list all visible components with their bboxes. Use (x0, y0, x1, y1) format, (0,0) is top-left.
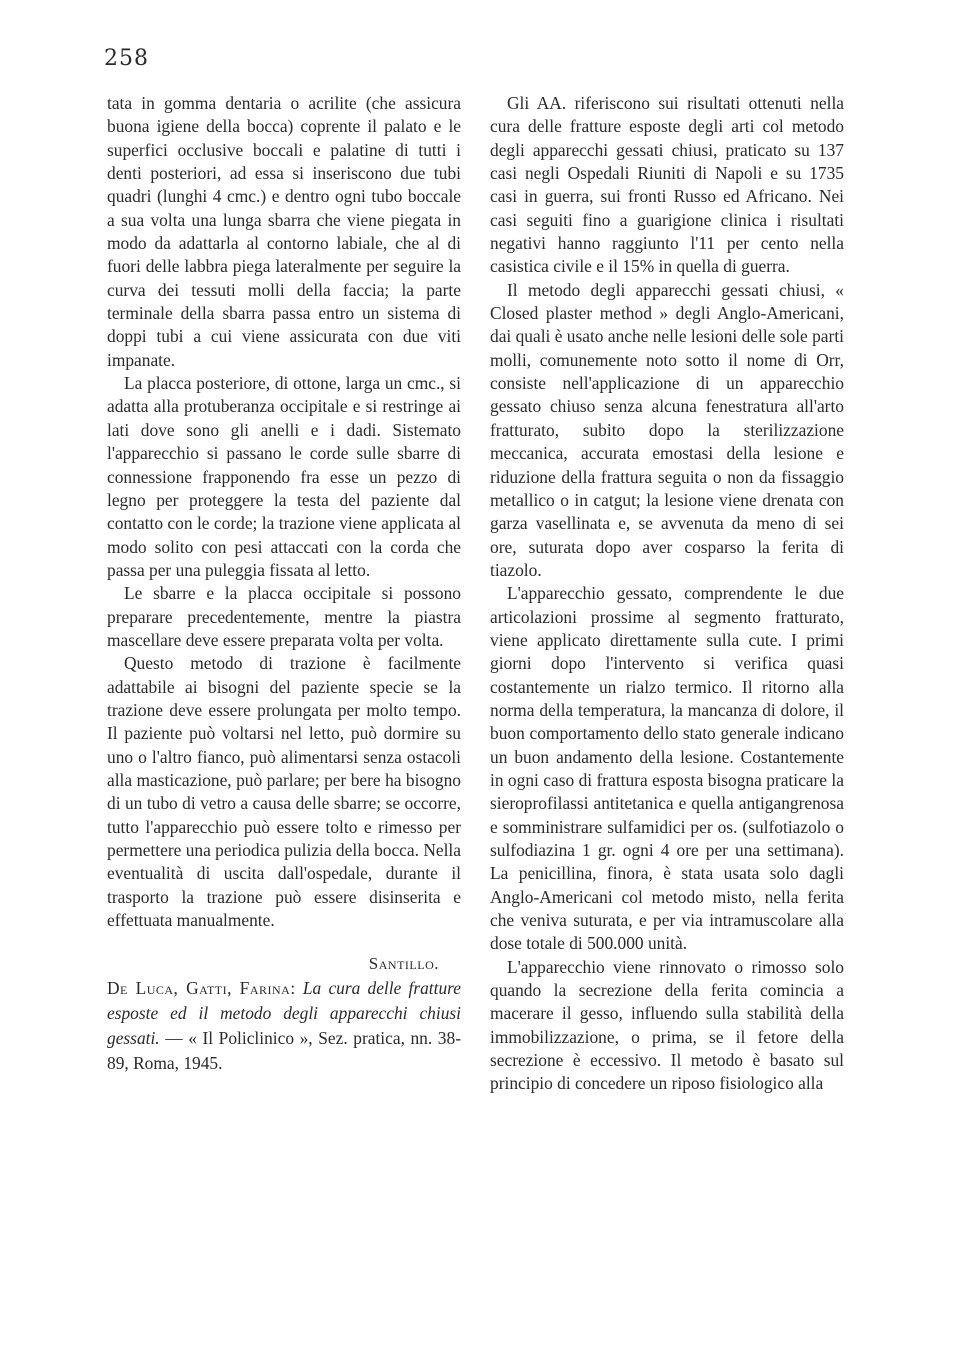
left-paragraph-4: Questo metodo di trazione è facilmente adattabile ai bisogni del paziente specie se la trazione deve essere prolungata per molto tempo. Il paziente può voltarsi nel letto, può dormire su uno o l'altro fianco, può alimentarsi senza ostacoli alla masticazione, può parlare; per bere ha bisogno di un tubo di vetro a causa delle sbarre; se occorre, tutto l'apparecchio può essere tolto e rimesso per permettere una periodica pulizia della bocca. Nella eventualità di uscita dall'ospedale, durante il trasporto la trazione può essere disinserita e effettuata manualmente. (107, 653, 461, 931)
page-number: 258 (104, 46, 149, 71)
citation-source: — « Il Policlinico », Sez. pratica, nn. 38-89, Roma, 1945. (107, 1027, 461, 1073)
left-paragraph-3: Le sbarre e la placca occipitale si possono preparare precedentemente, mentre la piastra mascellare deve essere preparata volta per volta. (107, 583, 461, 650)
author-signature: Santillo. (368, 954, 439, 974)
right-paragraph-3: L'apparecchio gessato, comprendente le due articolazioni prossime al segmento fratturato, viene applicato direttamente sulla cute. I primi giorni dopo l'intervento si verifica quasi costantemente un rialzo termico. Il ritorno alla norma della temperatura, la mancanza di dolore, il buon comportamento dello stato generale indicano un buon andamento della lesione. Costantemente in ogni caso di frattura esposta bisogna praticare la sieroprofilassi antitetanica e quella antigangrenosa e somministrare sulfamidici per os. (sulfotiazolo o sulfodiazina 1 gr. ogni 4 ore per una settimana). La penicillina, finora, è stata usata solo dagli Anglo-Americani col metodo misto, nella ferita che veniva suturata, e per via intramuscolare alla dose totale di 500.000 unità. (490, 583, 844, 954)
right-paragraph-1: Gli AA. riferiscono sui risultati ottenuti nella cura delle fratture esposte degli arti col metodo degli apparecchi gessati chiusi, praticato su 137 casi negli Ospedali Riuniti di Napoli e su 1735 casi in guerra, sui fronti Russo ed Africano. Nei casi seguiti fino a guarigione clinica i risultati negativi hanno raggiunto l'11 per cento nella casistica civile e il 15% in quella di guerra. (490, 93, 844, 277)
citation-authors: De Luca, Gatti, Farina: (107, 977, 296, 998)
citation-title: La cura delle fratture esposte ed il metodo degli apparecchi chiusi gessati. (107, 977, 462, 1048)
citation (107, 976, 461, 1076)
right-column (490, 92, 844, 1096)
left-paragraph-1: tata in gomma dentaria o acrilite (che assicura buona igiene della bocca) coprente il palato e le superfici occlusive boccali e palatine di tutti i denti posteriori, ad essa si inseriscono due tubi quadri (lunghi 4 cmc.) e dentro ogni tubo boccale a sua volta una lunga sbarra che viene piegata in modo da adattarla al contorno labiale, che al di fuori delle labbra piega lateralmente per seguire la curva dei tessuti molli della faccia; la parte terminale della sbarra passa entro un sistema di doppi tubi a cui viene assicurata con due viti impanate. (107, 93, 461, 370)
left-paragraph-2: La placca posteriore, di ottone, larga un cmc., si adatta alla protuberanza occipitale e si restringe ai lati dove sono gli anelli e i dadi. Sistemato l'apparecchio si passano le corde sulle sbarre di connessione frapponendo fra esse un pezzo di legno per proteggere la testa del paziente dal contatto con le corde; la trazione viene applicata al modo solito con pesi attaccati con la corda che passa per una puleggia fissata al letto. (107, 373, 461, 580)
right-paragraph-2: Il metodo degli apparecchi gessati chiusi, « Closed plaster method » degli Anglo-Americani, dai quali è usato anche nelle lesioni delle sole parti molli, comunemente noto sotto il nome di Orr, consiste nell'applicazione di un apparecchio gessato chiuso senza alcuna fenestratura all'arto fratturato, subito dopo la sterilizzazione meccanica, accurata emostasi della lesione e riduzione della frattura seguita o non da fissaggio metallico o in catgut; la lesione viene drenata con garza vasellinata e, se avvenuta da meno di sei ore, suturata dopo aver cosparso la ferita di tiazolo. (490, 279, 844, 580)
right-paragraph-4: L'apparecchio viene rinnovato o rimosso solo quando la secrezione della ferita comincia a macerare il gesso, influendo sulla stabilità della immobilizzazione, o prima, se il fetore della secrezione è eccessivo. Il metodo è basato sul principio di concedere un riposo fisiologico alla (490, 956, 844, 1094)
left-column (107, 92, 461, 1076)
